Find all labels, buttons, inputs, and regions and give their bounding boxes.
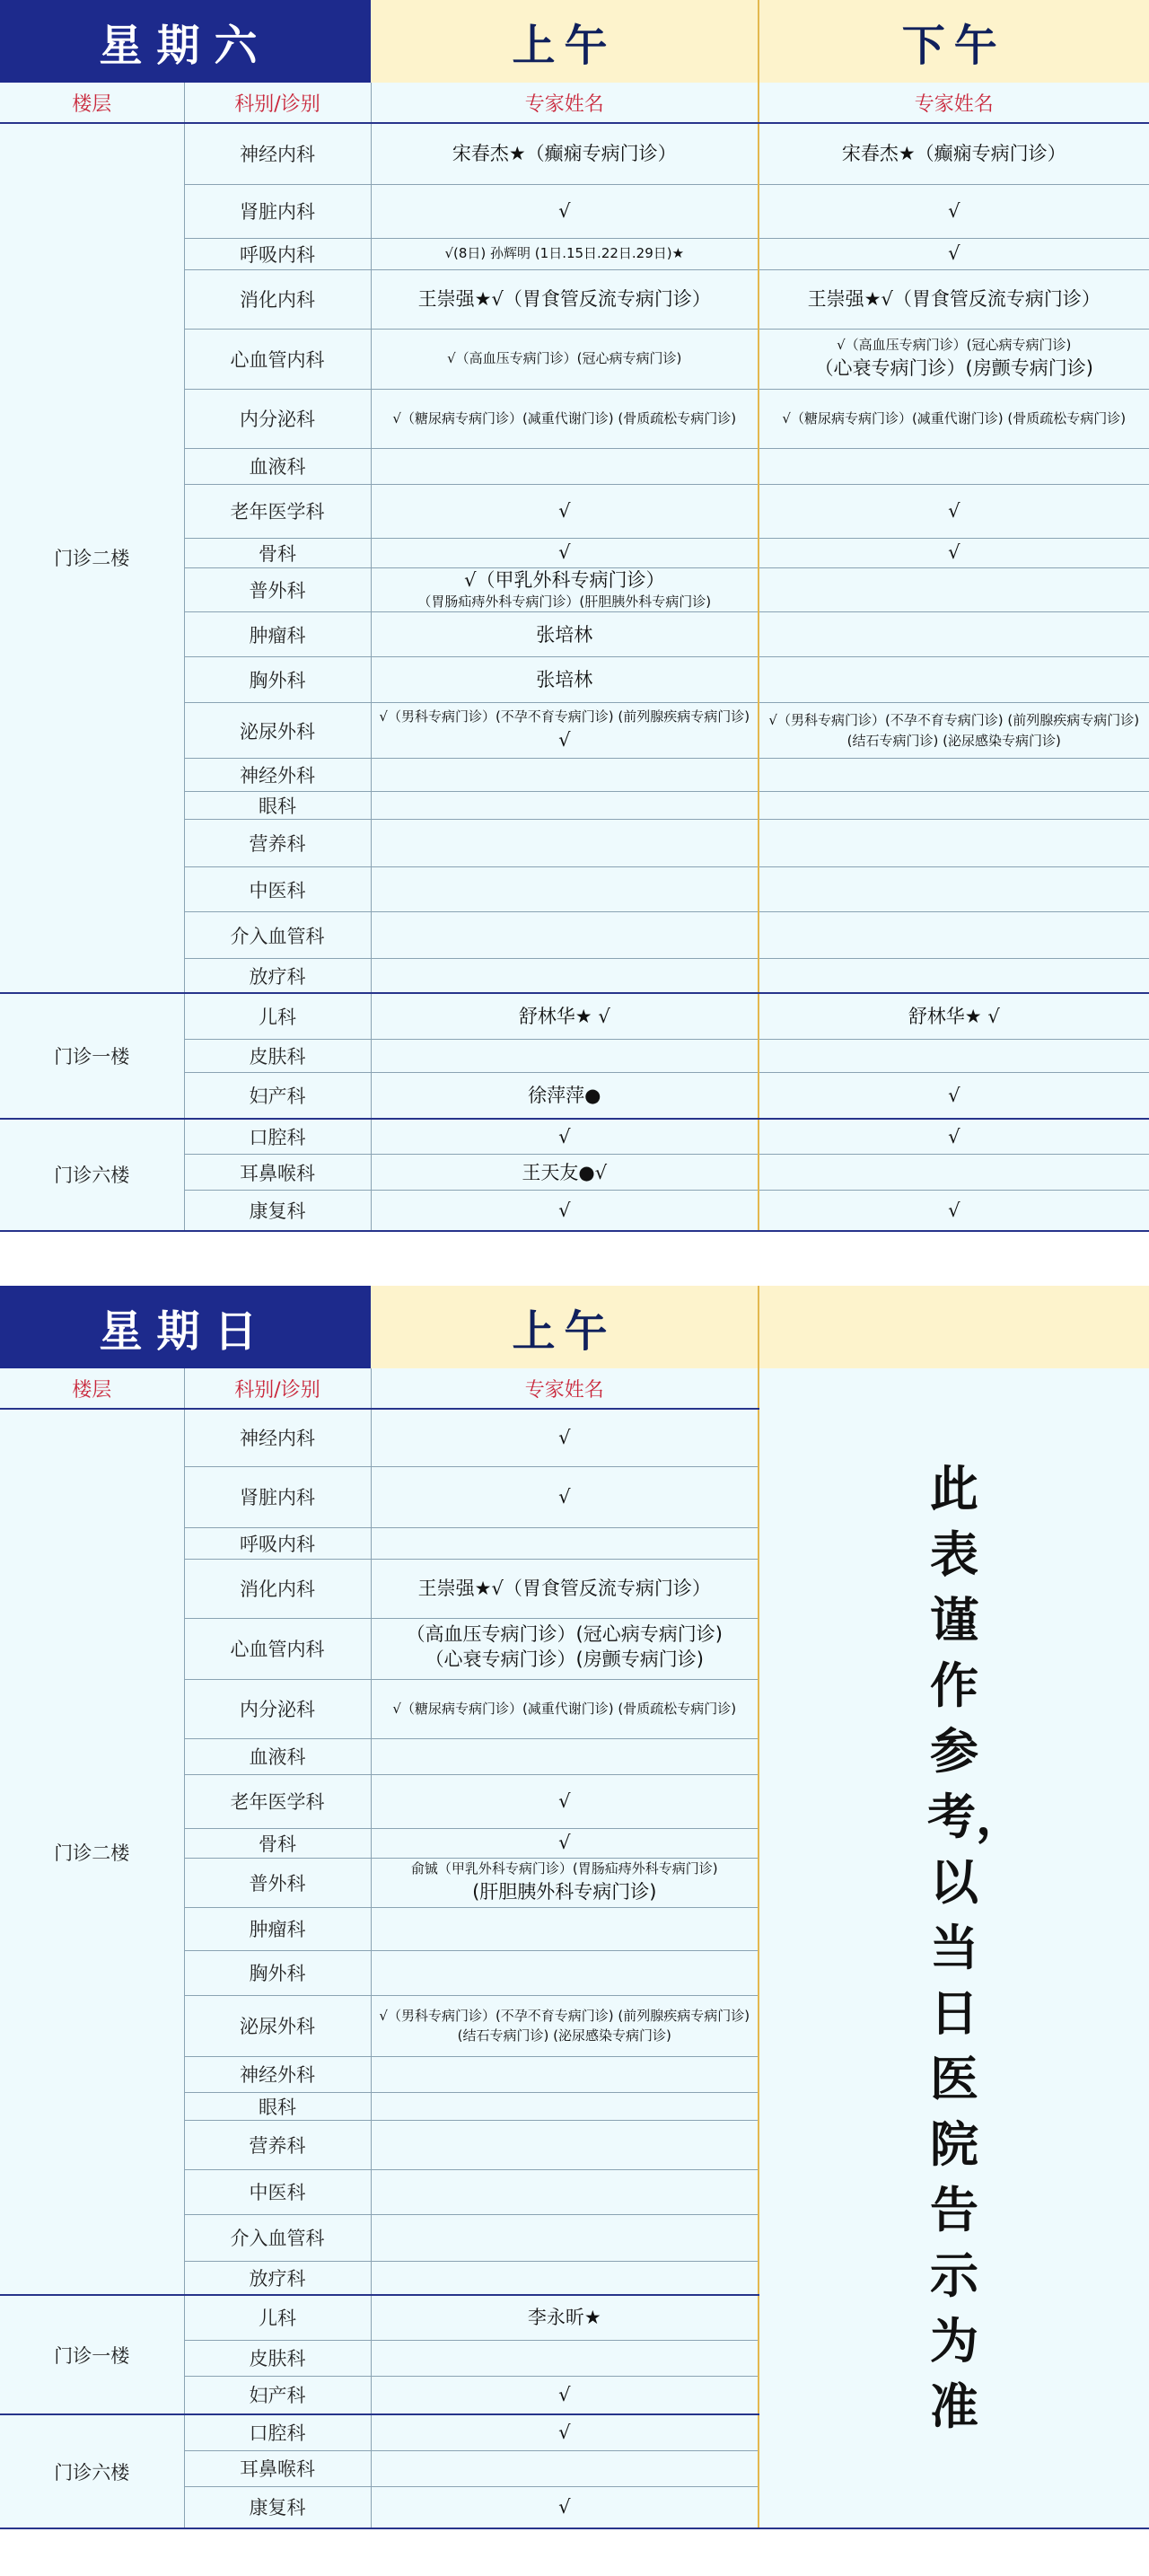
- am-expert: [371, 123, 759, 184]
- pm-expert: [759, 123, 1149, 184]
- am-expert-header: 专家姓名: [371, 1368, 759, 1409]
- dept-name: 康复科: [184, 2486, 371, 2528]
- pm-expert: [759, 867, 1149, 912]
- dept-name: 肾脏内科: [184, 1466, 371, 1527]
- cell-text: √: [558, 1832, 571, 1854]
- cell-text: √: [558, 1125, 571, 1147]
- am-expert: [371, 1738, 759, 1774]
- dept-name: 中医科: [184, 2169, 371, 2214]
- pm-expert: [759, 389, 1149, 448]
- dept-name: 内分泌科: [184, 389, 371, 448]
- dept-name: 口腔科: [184, 2414, 371, 2450]
- cell-text: √: [948, 1125, 960, 1147]
- cell-text: 宋春杰★（癫痫专病门诊）: [452, 143, 677, 165]
- dept-name: 耳鼻喉科: [184, 1155, 371, 1191]
- cell-text: 俞铖（甲乳外科专病门诊）(胃肠疝痔外科专病门诊): [410, 1859, 718, 1877]
- cell-text: √: [558, 1789, 571, 1812]
- pm-expert: [759, 657, 1149, 703]
- sunday-day-label: 星期日: [0, 1286, 371, 1368]
- sunday-schedule: [0, 1286, 1149, 2529]
- cell-text: 舒林华★ √: [908, 1005, 1000, 1027]
- dept-name: 口腔科: [184, 1119, 371, 1155]
- floor-label: 门诊一楼: [0, 2295, 184, 2414]
- cell-text: √（高血压专病门诊）(冠心病专病门诊): [447, 350, 682, 367]
- cell-text-2: (结石专病门诊) (泌尿感染专病门诊): [846, 732, 1061, 749]
- am-expert: [371, 2486, 759, 2528]
- cell-text: √（男科专病门诊）(不孕不育专病门诊) (前列腺疾病专病门诊): [379, 2007, 750, 2024]
- pm-expert: [759, 238, 1149, 269]
- am-expert: [371, 792, 759, 820]
- am-expert: [371, 1950, 759, 1995]
- sunday-pm-blank: [759, 1286, 1149, 1368]
- cell-text: 王崇强★√（胃食管反流专病门诊）: [417, 1577, 711, 1599]
- am-expert: [371, 2214, 759, 2261]
- pm-expert: [759, 538, 1149, 567]
- cell-text: √（甲乳外科专病门诊）: [464, 568, 665, 591]
- pm-expert: [759, 792, 1149, 820]
- dept-name: 儿科: [184, 993, 371, 1040]
- floor-label: 门诊一楼: [0, 993, 184, 1119]
- dept-name: 神经外科: [184, 759, 371, 792]
- cell-text: √: [558, 541, 571, 564]
- cell-text: 王天友●√: [522, 1161, 608, 1183]
- dept-name: 介入血管科: [184, 2214, 371, 2261]
- dept-name: 皮肤科: [184, 2340, 371, 2376]
- am-expert: [371, 1409, 759, 1466]
- dept-header: 科别/诊别: [184, 83, 371, 123]
- cell-text: √: [558, 2496, 571, 2519]
- dept-name: 呼吸内科: [184, 238, 371, 269]
- pm-expert: [759, 959, 1149, 993]
- dept-name: 眼科: [184, 2092, 371, 2120]
- am-expert: [371, 1559, 759, 1618]
- dept-name: 神经内科: [184, 1409, 371, 1466]
- pm-expert: [759, 1040, 1149, 1073]
- am-expert: [371, 912, 759, 959]
- cell-text: √: [948, 199, 960, 222]
- cell-text: √: [948, 499, 960, 522]
- am-expert: [371, 612, 759, 657]
- pm-expert: [759, 329, 1149, 389]
- cell-text: √: [558, 1427, 571, 1449]
- reference-note-text: 此表谨作参考，以当日医院告示为准: [927, 1461, 1025, 2435]
- am-expert: [371, 2295, 759, 2340]
- am-expert: [371, 2092, 759, 2120]
- pm-expert: [759, 612, 1149, 657]
- cell-text: √（糖尿病专病门诊）(减重代谢门诊) (骨质疏松专病门诊): [392, 409, 737, 426]
- am-expert: [371, 820, 759, 867]
- pm-expert: [759, 448, 1149, 484]
- am-expert: [371, 269, 759, 329]
- dept-name: 皮肤科: [184, 1040, 371, 1073]
- cell-text: √: [948, 1199, 960, 1221]
- sunday-table: [0, 1286, 1149, 2529]
- dept-name: 消化内科: [184, 1559, 371, 1618]
- am-expert: [371, 959, 759, 993]
- dept-name: 胸外科: [184, 1950, 371, 1995]
- dept-name: 营养科: [184, 820, 371, 867]
- dept-name: 介入血管科: [184, 912, 371, 959]
- cell-text: √: [558, 199, 571, 222]
- am-expert: [371, 2120, 759, 2169]
- cell-text-2: （心衰专病门诊）(房颤专病门诊): [814, 357, 1093, 379]
- pm-expert: [759, 1191, 1149, 1231]
- saturday-pm-label: 下午: [759, 0, 1149, 83]
- am-expert: [371, 759, 759, 792]
- cell-text: √: [558, 2384, 571, 2406]
- cell-text: √: [558, 1485, 571, 1508]
- am-expert: [371, 1995, 759, 2056]
- table-row: [0, 993, 1149, 1040]
- cell-text-2: (肝胆胰外科专病门诊): [472, 1881, 657, 1903]
- dept-name: 老年医学科: [184, 484, 371, 538]
- cell-text: √（男科专病门诊）(不孕不育专病门诊) (前列腺疾病专病门诊): [768, 712, 1140, 729]
- am-expert: [371, 238, 759, 269]
- am-expert: [371, 1679, 759, 1738]
- pm-expert: [759, 1119, 1149, 1155]
- cell-text: √（糖尿病专病门诊）(减重代谢门诊) (骨质疏松专病门诊): [782, 409, 1127, 426]
- am-expert: [371, 567, 759, 612]
- dept-name: 儿科: [184, 2295, 371, 2340]
- floor-label: 门诊六楼: [0, 2414, 184, 2528]
- am-expert: [371, 1527, 759, 1559]
- cell-text: √: [948, 541, 960, 564]
- cell-text-2: (结石专病门诊) (泌尿感染专病门诊): [457, 2027, 671, 2044]
- sunday-am-label: 上午: [371, 1286, 759, 1368]
- dept-name: 神经内科: [184, 123, 371, 184]
- dept-name: 耳鼻喉科: [184, 2450, 371, 2486]
- am-expert: [371, 2414, 759, 2450]
- am-expert: [371, 538, 759, 567]
- dept-name: 普外科: [184, 1858, 371, 1907]
- table-row: [0, 123, 1149, 184]
- am-expert: [371, 2169, 759, 2214]
- cell-text: 李永昕★: [527, 2307, 601, 2329]
- floor-header: 楼层: [0, 83, 184, 123]
- pm-expert: [759, 567, 1149, 612]
- pm-expert-header: 专家姓名: [759, 83, 1149, 123]
- am-expert: [371, 184, 759, 238]
- am-expert-header: 专家姓名: [371, 83, 759, 123]
- dept-name: 放疗科: [184, 2261, 371, 2295]
- cell-text: 宋春杰★（癫痫专病门诊）: [841, 143, 1066, 165]
- cell-text-2: （心衰专病门诊）(房颤专病门诊): [425, 1648, 704, 1671]
- dept-name: 眼科: [184, 792, 371, 820]
- am-expert: [371, 2340, 759, 2376]
- am-expert: [371, 1828, 759, 1858]
- pm-expert: [759, 759, 1149, 792]
- am-expert: [371, 448, 759, 484]
- am-expert: [371, 389, 759, 448]
- dept-name: 神经外科: [184, 2056, 371, 2092]
- dept-name: 心血管内科: [184, 329, 371, 389]
- dept-name: 中医科: [184, 867, 371, 912]
- am-expert: [371, 1191, 759, 1231]
- am-expert: [371, 1774, 759, 1828]
- pm-expert: [759, 484, 1149, 538]
- saturday-schedule: [0, 0, 1149, 1232]
- cell-text: 徐萍萍●: [528, 1084, 601, 1106]
- cell-text: 张培林: [536, 669, 593, 691]
- pm-expert: [759, 820, 1149, 867]
- pm-expert: [759, 703, 1149, 759]
- dept-name: 血液科: [184, 1738, 371, 1774]
- am-expert: [371, 2376, 759, 2414]
- pm-expert: [759, 1073, 1149, 1119]
- pm-expert: [759, 993, 1149, 1040]
- cell-text: √: [558, 499, 571, 522]
- am-expert: [371, 1466, 759, 1527]
- floor-label: 门诊二楼: [0, 123, 184, 993]
- floor-header: 楼层: [0, 1368, 184, 1409]
- am-expert: [371, 1040, 759, 1073]
- am-expert: [371, 1073, 759, 1119]
- dept-name: 普外科: [184, 567, 371, 612]
- saturday-day-label: 星期六: [0, 0, 371, 83]
- dept-name: 内分泌科: [184, 1679, 371, 1738]
- dept-name: 肿瘤科: [184, 612, 371, 657]
- am-expert: [371, 329, 759, 389]
- cell-text: √: [558, 1199, 571, 1221]
- am-expert: [371, 1858, 759, 1907]
- floor-label: 门诊六楼: [0, 1119, 184, 1231]
- cell-text: 舒林华★ √: [518, 1005, 610, 1027]
- am-expert: [371, 1155, 759, 1191]
- dept-name: 呼吸内科: [184, 1527, 371, 1559]
- cell-text: √: [558, 2422, 571, 2444]
- pm-expert: [759, 269, 1149, 329]
- cell-text: √（高血压专病门诊）(冠心病专病门诊): [837, 336, 1072, 353]
- am-expert: [371, 993, 759, 1040]
- dept-header: 科别/诊别: [184, 1368, 371, 1409]
- cell-text: 张培林: [536, 623, 593, 646]
- dept-name: 康复科: [184, 1191, 371, 1231]
- dept-name: 肾脏内科: [184, 184, 371, 238]
- dept-name: 泌尿外科: [184, 1995, 371, 2056]
- pm-expert: [759, 1155, 1149, 1191]
- am-expert: [371, 1907, 759, 1950]
- table-row: [0, 1119, 1149, 1155]
- cell-text: √: [948, 242, 960, 265]
- cell-text: √（糖尿病专病门诊）(减重代谢门诊) (骨质疏松专病门诊): [392, 1700, 737, 1717]
- dept-name: 妇产科: [184, 1073, 371, 1119]
- am-expert: [371, 2450, 759, 2486]
- floor-label: 门诊二楼: [0, 1409, 184, 2295]
- saturday-table: [0, 0, 1149, 1232]
- cell-text: √: [948, 1084, 960, 1106]
- cell-text: （高血压专病门诊）(冠心病专病门诊): [406, 1623, 723, 1646]
- pm-expert: [759, 184, 1149, 238]
- dept-name: 妇产科: [184, 2376, 371, 2414]
- dept-name: 胸外科: [184, 657, 371, 703]
- dept-name: 老年医学科: [184, 1774, 371, 1828]
- cell-text-2: √: [558, 729, 571, 752]
- dept-name: 血液科: [184, 448, 371, 484]
- dept-name: 泌尿外科: [184, 703, 371, 759]
- am-expert: [371, 703, 759, 759]
- am-expert: [371, 2056, 759, 2092]
- cell-text: √(8日) 孙辉明 (1日.15日.22日.29日)★: [444, 245, 685, 262]
- reference-note: [759, 1368, 1149, 2528]
- cell-text: 王崇强★√（胃食管反流专病门诊）: [807, 287, 1101, 310]
- cell-text: 王崇强★√（胃食管反流专病门诊）: [417, 287, 711, 310]
- am-expert: [371, 1618, 759, 1679]
- am-expert: [371, 2261, 759, 2295]
- cell-text-2: （胃肠疝痔外科专病门诊）(肝胆胰外科专病门诊): [417, 593, 712, 610]
- dept-name: 消化内科: [184, 269, 371, 329]
- dept-name: 心血管内科: [184, 1618, 371, 1679]
- dept-name: 营养科: [184, 2120, 371, 2169]
- cell-text: √（男科专病门诊）(不孕不育专病门诊) (前列腺疾病专病门诊): [379, 708, 750, 725]
- dept-name: 骨科: [184, 538, 371, 567]
- am-expert: [371, 657, 759, 703]
- am-expert: [371, 867, 759, 912]
- am-expert: [371, 1119, 759, 1155]
- dept-name: 放疗科: [184, 959, 371, 993]
- dept-name: 肿瘤科: [184, 1907, 371, 1950]
- am-expert: [371, 484, 759, 538]
- saturday-am-label: 上午: [371, 0, 759, 83]
- pm-expert: [759, 912, 1149, 959]
- dept-name: 骨科: [184, 1828, 371, 1858]
